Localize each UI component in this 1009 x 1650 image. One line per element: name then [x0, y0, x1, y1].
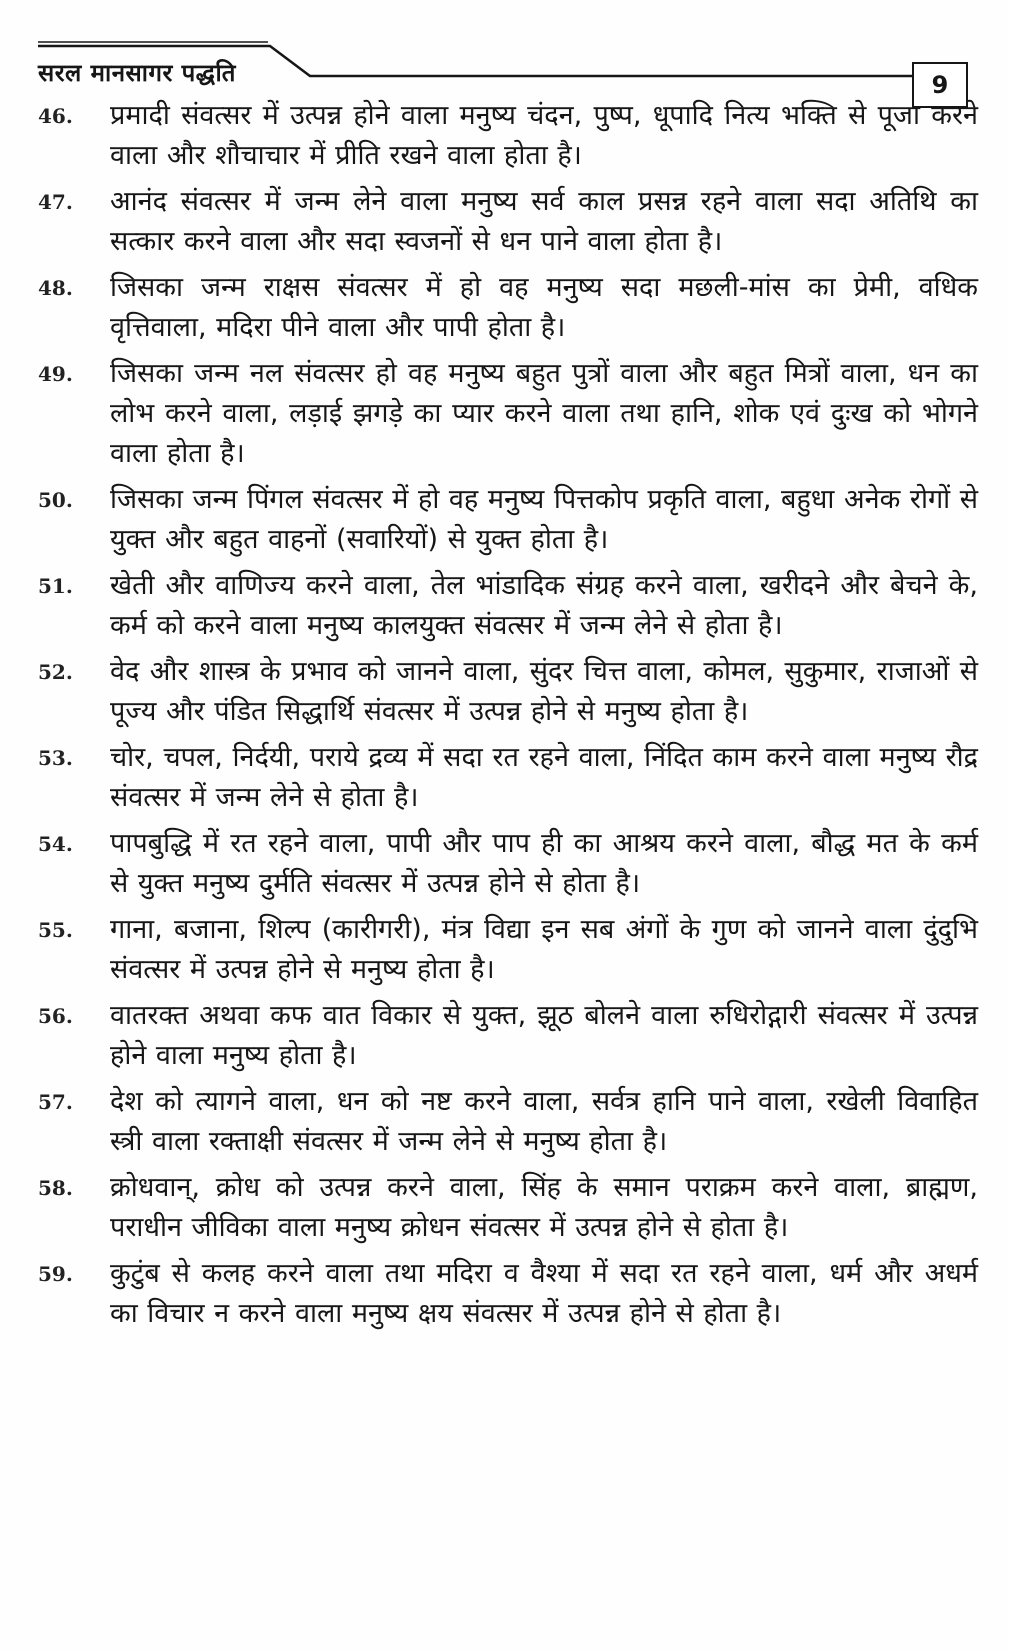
- list-item: [38, 354, 978, 474]
- item-number: 56.: [38, 1004, 73, 1028]
- item-text: देश को त्यागने वाला, धन को नष्ट करने वाला, सर्वत्र हानि पाने वाला, रखेली विवाहित स्त्री वाला रक्ताक्षी संवत्सर में जन्म लेने से मनुष्य होता है।: [110, 1086, 978, 1157]
- list-item: [38, 824, 978, 904]
- verse-list: [38, 96, 978, 1340]
- item-number: 57.: [38, 1090, 73, 1114]
- item-number: 51.: [38, 574, 73, 598]
- item-text: वेद और शास्त्र के प्रभाव को जानने वाला, सुंदर चित्त वाला, कोमल, सुकुमार, राजाओं से पूज्य और पंडित सिद्धार्थि संवत्सर में उत्पन्न होने से मनुष्य होता है।: [110, 656, 978, 727]
- item-number: 54.: [38, 832, 73, 856]
- list-item: [38, 1082, 978, 1162]
- list-item: [38, 910, 978, 990]
- item-number: 50.: [38, 488, 73, 512]
- item-number: 46.: [38, 104, 73, 128]
- list-item: [38, 566, 978, 646]
- item-text: आनंद संवत्सर में जन्म लेने वाला मनुष्य सर्व काल प्रसन्न रहने वाला सदा अतिथि का सत्कार करने वाला और सदा स्वजनों से धन पाने वाला होता है।: [110, 186, 978, 257]
- item-text: प्रमादी संवत्सर में उत्पन्न होने वाला मनुष्य चंदन, पुष्प, धूपादि नित्य भक्ति से पूजा करने वाला और शौचाचार में प्रीति रखने वाला होता है।: [110, 100, 978, 171]
- list-item: [38, 480, 978, 560]
- item-text: गाना, बजाना, शिल्प (कारीगरी), मंत्र विद्या इन सब अंगों के गुण को जानने वाला दुंदुभि संवत्सर में उत्पन्न होने से मनुष्य होता है।: [110, 914, 978, 985]
- page-number: 9: [912, 62, 968, 108]
- item-number: 58.: [38, 1176, 73, 1200]
- item-text: कुटुंब से कलह करने वाला तथा मदिरा व वैश्या में सदा रत रहने वाला, धर्म और अधर्म का विचार न करने वाला मनुष्य क्षय संवत्सर में उत्पन्न होने से होता है।: [110, 1258, 978, 1329]
- item-text: खेती और वाणिज्य करने वाला, तेल भांडादिक संग्रह करने वाला, खरीदने और बेचने के, कर्म को करने वाला मनुष्य कालयुक्त संवत्सर में जन्म लेने से होता है।: [110, 570, 978, 641]
- item-number: 47.: [38, 190, 73, 214]
- item-text: जिसका जन्म पिंगल संवत्सर में हो वह मनुष्य पित्तकोप प्रकृति वाला, बहुधा अनेक रोगों से युक्त और बहुत वाहनों (सवारियों) से युक्त होता है।: [110, 484, 978, 555]
- list-item: [38, 182, 978, 262]
- item-text: चोर, चपल, निर्दयी, पराये द्रव्य में सदा रत रहने वाला, निंदित काम करने वाला मनुष्य रौद्र संवत्सर में जन्म लेने से होता है।: [110, 742, 978, 813]
- list-item: [38, 738, 978, 818]
- item-text: वातरक्त अथवा कफ वात विकार से युक्त, झूठ बोलने वाला रुधिरोद्गारी संवत्सर में उत्पन्न होने वाला मनुष्य होता है।: [110, 1000, 978, 1071]
- item-number: 55.: [38, 918, 73, 942]
- item-text: क्रोधवान्, क्रोध को उत्पन्न करने वाला, सिंह के समान पराक्रम करने वाला, ब्राह्मण, पराधीन जीविका वाला मनुष्य क्रोधन संवत्सर में उत्पन्न होने से होता है।: [110, 1172, 978, 1243]
- item-number: 53.: [38, 746, 73, 770]
- item-text: जिसका जन्म नल संवत्सर हो वह मनुष्य बहुत पुत्रों वाला और बहुत मित्रों वाला, धन का लोभ करने वाला, लड़ाई झगड़े का प्यार करने वाला तथा हानि, शोक एवं दुःख को भोगने वाला होता है।: [110, 358, 978, 469]
- item-number: 49.: [38, 362, 73, 386]
- item-text: जिसका जन्म राक्षस संवत्सर में हो वह मनुष्य सदा मछली-मांस का प्रेमी, वधिक वृत्तिवाला, मदिरा पीने वाला और पापी होता है।: [110, 272, 978, 343]
- item-number: 59.: [38, 1262, 73, 1286]
- list-item: [38, 268, 978, 348]
- item-number: 48.: [38, 276, 73, 300]
- list-item: [38, 996, 978, 1076]
- list-item: [38, 1254, 978, 1334]
- item-number: 52.: [38, 660, 73, 684]
- book-title: सरल मानसागर पद्धति: [38, 59, 236, 87]
- item-text: पापबुद्धि में रत रहने वाला, पापी और पाप ही का आश्रय करने वाला, बौद्ध मत के कर्म से युक्त मनुष्य दुर्मति संवत्सर में उत्पन्न होने से होता है।: [110, 828, 978, 899]
- list-item: [38, 1168, 978, 1248]
- list-item: [38, 96, 978, 176]
- list-item: [38, 652, 978, 732]
